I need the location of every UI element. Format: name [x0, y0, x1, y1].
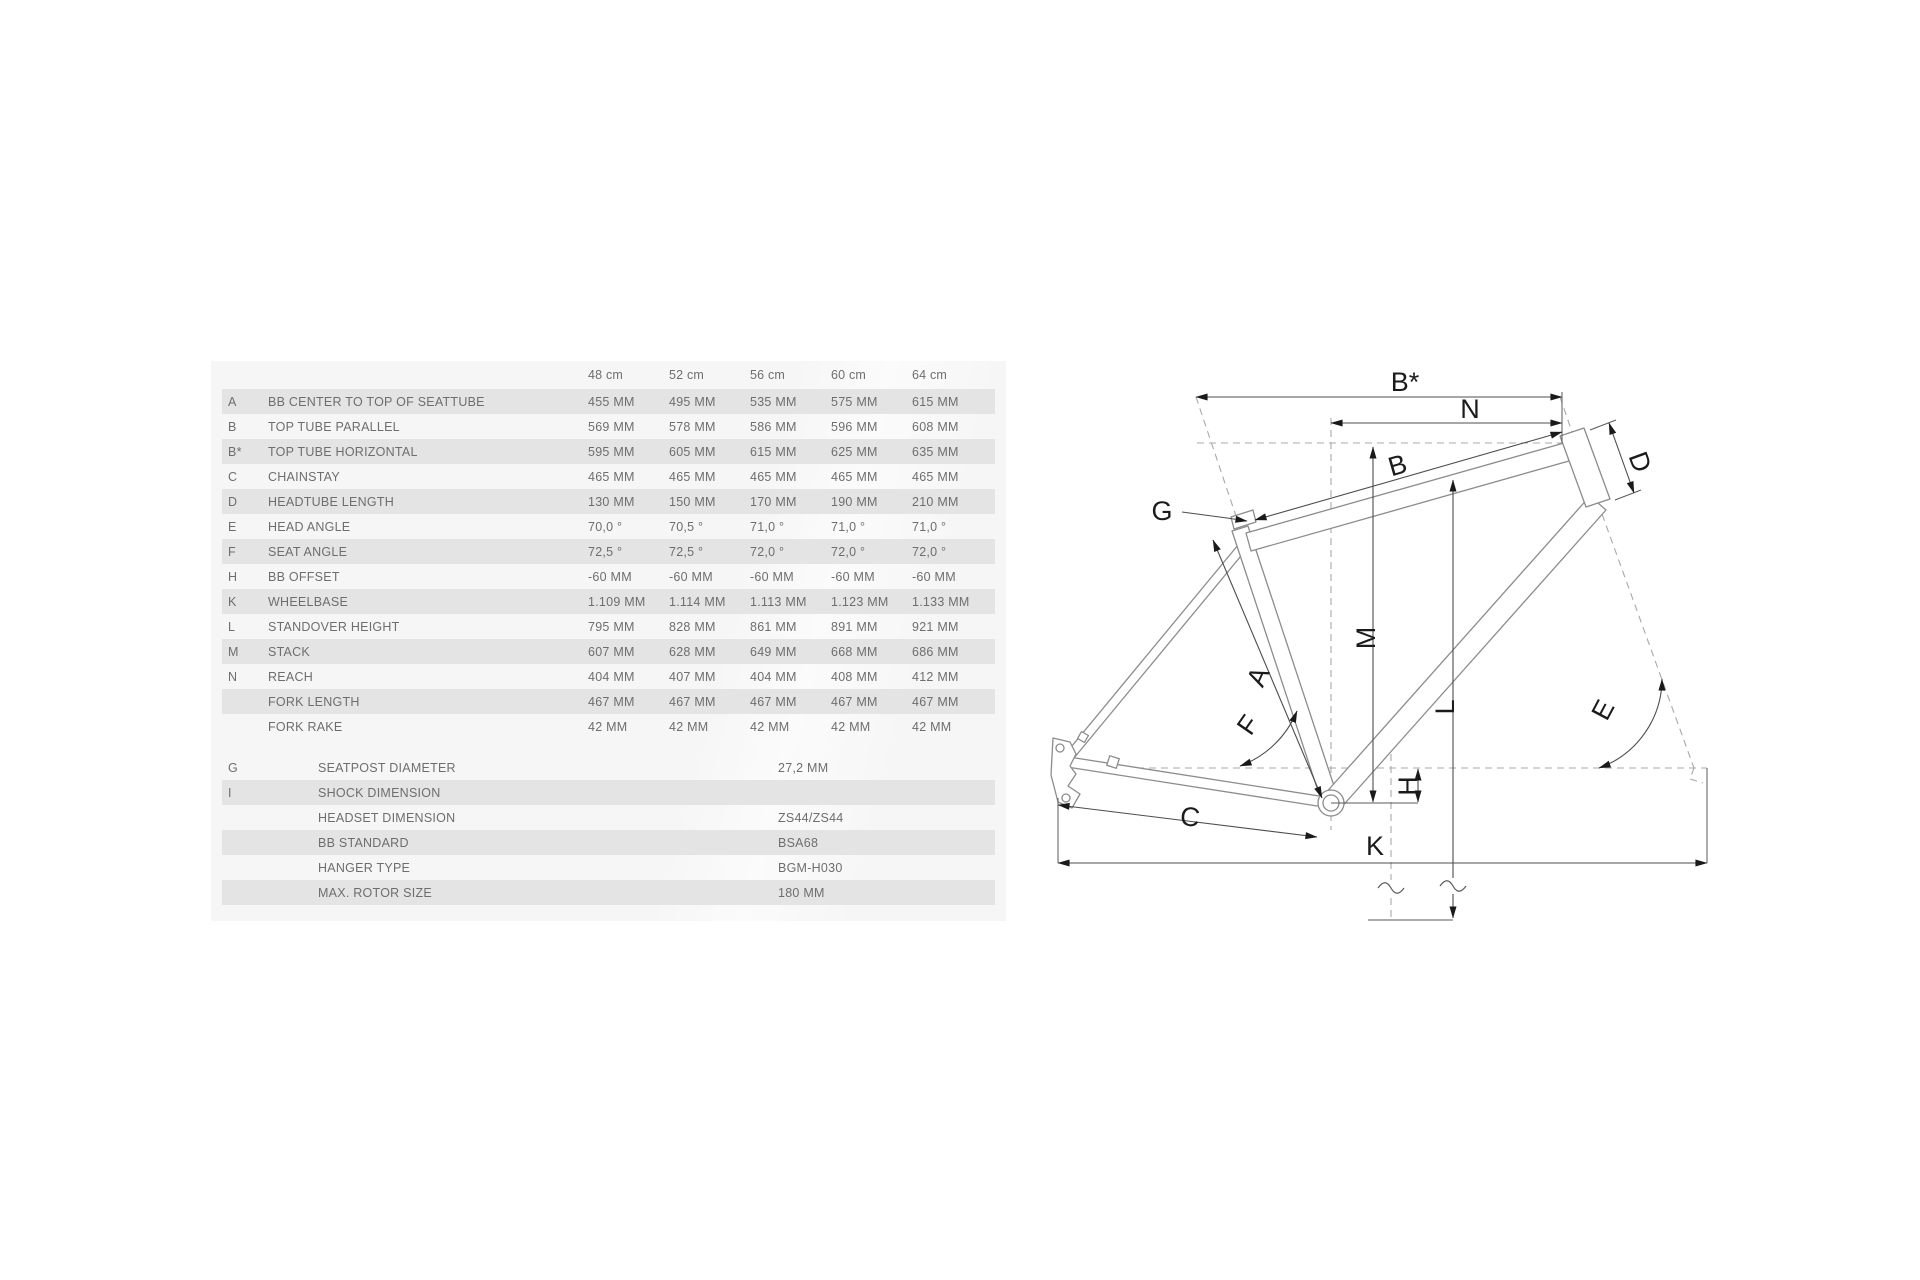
down-tube: [1323, 496, 1606, 810]
frame-drawing-svg: [1050, 370, 1750, 960]
value-56cm: 467 MM: [750, 694, 797, 709]
geometry-dimension-table: [211, 389, 1006, 739]
value-60cm: 465 MM: [831, 469, 878, 484]
dimension-letter: E: [228, 519, 237, 534]
value-60cm: 190 MM: [831, 494, 878, 509]
table-row: [222, 389, 995, 414]
value-48cm: 595 MM: [588, 444, 635, 459]
dim-seattube-length: [1213, 540, 1322, 798]
value-52cm: -60 MM: [669, 569, 713, 584]
value-60cm: 42 MM: [831, 719, 871, 734]
spec-label: SHOCK DIMENSION: [318, 785, 441, 800]
spec-label: HEADSET DIMENSION: [318, 810, 456, 825]
break-symbols: [1376, 878, 1468, 896]
table-row: [222, 830, 995, 855]
table-row: [222, 755, 995, 780]
value-60cm: 71,0 °: [831, 519, 866, 534]
value-48cm: 795 MM: [588, 619, 635, 634]
value-60cm: 408 MM: [831, 669, 878, 684]
value-52cm: 605 MM: [669, 444, 716, 459]
dimension-label: BB CENTER TO TOP OF SEATTUBE: [268, 394, 485, 409]
value-56cm: 586 MM: [750, 419, 797, 434]
value-48cm: 130 MM: [588, 494, 635, 509]
value-60cm: 72,0 °: [831, 544, 866, 559]
value-56cm: 71,0 °: [750, 519, 785, 534]
value-48cm: 42 MM: [588, 719, 628, 734]
value-48cm: 607 MM: [588, 644, 635, 659]
value-52cm: 72,5 °: [669, 544, 704, 559]
dimension-label: CHAINSTAY: [268, 469, 340, 484]
table-row: [222, 539, 995, 564]
value-64cm: 608 MM: [912, 419, 959, 434]
label-headtube-length: D: [1622, 447, 1658, 477]
spec-value: 27,2 MM: [778, 760, 829, 775]
dimension-letter: B*: [228, 444, 242, 459]
dimension-label: WHEELBASE: [268, 594, 349, 609]
label-seatpost-diameter: G: [1151, 496, 1173, 526]
label-wheelbase: K: [1365, 831, 1385, 861]
dimension-label: TOP TUBE PARALLEL: [268, 419, 400, 434]
head-axis-extension-bottom: [1598, 503, 1703, 783]
dimension-letter: F: [228, 544, 236, 559]
seat-stay: [1067, 539, 1250, 758]
dimension-label: FORK LENGTH: [268, 694, 360, 709]
value-52cm: 467 MM: [669, 694, 716, 709]
value-60cm: 467 MM: [831, 694, 878, 709]
value-64cm: 465 MM: [912, 469, 959, 484]
table-row: [222, 489, 995, 514]
value-48cm: 1.109 MM: [588, 594, 646, 609]
table-row: [222, 714, 995, 739]
table-row: [222, 414, 995, 439]
value-60cm: 891 MM: [831, 619, 878, 634]
size-column-header: 64 cm: [912, 368, 948, 382]
size-column-header: 56 cm: [750, 368, 786, 382]
value-56cm: -60 MM: [750, 569, 794, 584]
value-56cm: 861 MM: [750, 619, 797, 634]
geometry-table-panel: [211, 361, 1006, 921]
dimension-letter: L: [228, 619, 236, 634]
table-row: [222, 639, 995, 664]
dimension-letter: H: [228, 569, 238, 584]
dimension-letter: N: [228, 669, 238, 684]
value-48cm: 569 MM: [588, 419, 635, 434]
dimension-label: HEAD ANGLE: [268, 519, 351, 534]
spec-value: BSA68: [778, 835, 819, 850]
value-56cm: 615 MM: [750, 444, 797, 459]
value-48cm: -60 MM: [588, 569, 632, 584]
dimension-label: REACH: [268, 669, 314, 684]
value-52cm: 465 MM: [669, 469, 716, 484]
label-top-tube-horizontal: B*: [1390, 370, 1420, 397]
value-48cm: 404 MM: [588, 669, 635, 684]
value-56cm: 72,0 °: [750, 544, 785, 559]
value-60cm: -60 MM: [831, 569, 875, 584]
value-64cm: 1.133 MM: [912, 594, 970, 609]
dimension-letter: C: [228, 469, 238, 484]
table-row: [222, 664, 995, 689]
value-56cm: 170 MM: [750, 494, 797, 509]
value-48cm: 467 MM: [588, 694, 635, 709]
top-tube: [1246, 443, 1569, 551]
value-64cm: 467 MM: [912, 694, 959, 709]
table-row: [222, 514, 995, 539]
dimension-letter: A: [228, 394, 237, 409]
label-top-tube-parallel: B: [1384, 448, 1411, 483]
dimension-letter: D: [228, 494, 238, 509]
spec-value: 180 MM: [778, 885, 825, 900]
label-reach: N: [1460, 394, 1480, 424]
label-standover: L: [1430, 699, 1460, 715]
headtube-tick-bottom: [1615, 490, 1641, 500]
value-52cm: 70,5 °: [669, 519, 704, 534]
value-64cm: 635 MM: [912, 444, 959, 459]
spec-label: SEATPOST DIAMETER: [318, 760, 456, 775]
dimension-label: SEAT ANGLE: [268, 544, 348, 559]
value-48cm: 72,5 °: [588, 544, 623, 559]
table-row: [222, 855, 995, 880]
value-64cm: 615 MM: [912, 394, 959, 409]
dimension-label: HEADTUBE LENGTH: [268, 494, 394, 509]
table-row: [222, 564, 995, 589]
label-chainstay: C: [1178, 800, 1202, 834]
dimension-label: FORK RAKE: [268, 719, 343, 734]
spec-label: HANGER TYPE: [318, 860, 411, 875]
label-seat-angle: F: [1230, 709, 1266, 741]
value-64cm: 42 MM: [912, 719, 952, 734]
dimension-letter: B: [228, 419, 237, 434]
value-56cm: 42 MM: [750, 719, 790, 734]
label-seattube-length: A: [1240, 662, 1276, 691]
value-52cm: 150 MM: [669, 494, 716, 509]
value-48cm: 465 MM: [588, 469, 635, 484]
dimension-label: TOP TUBE HORIZONTAL: [268, 444, 418, 459]
value-56cm: 465 MM: [750, 469, 797, 484]
value-60cm: 668 MM: [831, 644, 878, 659]
value-56cm: 1.113 MM: [750, 594, 807, 609]
spec-label: MAX. ROTOR SIZE: [318, 885, 432, 900]
label-bb-offset: H: [1393, 776, 1423, 796]
value-56cm: 649 MM: [750, 644, 797, 659]
value-64cm: 72,0 °: [912, 544, 947, 559]
table-row: [222, 780, 995, 805]
value-52cm: 628 MM: [669, 644, 716, 659]
dimension-label: BB OFFSET: [268, 569, 340, 584]
value-64cm: 412 MM: [912, 669, 959, 684]
value-60cm: 596 MM: [831, 419, 878, 434]
size-column-header: 60 cm: [831, 368, 867, 382]
size-header-row: [211, 361, 1006, 389]
label-head-angle: E: [1585, 695, 1621, 725]
value-52cm: 828 MM: [669, 619, 716, 634]
table-row: [222, 589, 995, 614]
spec-label: BB STANDARD: [318, 835, 409, 850]
table-row: [222, 464, 995, 489]
value-56cm: 404 MM: [750, 669, 797, 684]
derailleur-hanger-hole: [1062, 794, 1070, 802]
value-64cm: 71,0 °: [912, 519, 947, 534]
dimension-label: STANDOVER HEIGHT: [268, 619, 400, 634]
value-52cm: 42 MM: [669, 719, 709, 734]
value-60cm: 1.123 MM: [831, 594, 889, 609]
value-52cm: 1.114 MM: [669, 594, 726, 609]
dimension-letter: K: [228, 594, 237, 609]
head-tube: [1560, 428, 1610, 507]
spec-value: ZS44/ZS44: [778, 810, 844, 825]
frame-geometry-diagram: [1050, 370, 1750, 960]
value-52cm: 495 MM: [669, 394, 716, 409]
spec-letter: G: [228, 760, 238, 775]
value-48cm: 455 MM: [588, 394, 635, 409]
dimension-letter: M: [228, 644, 239, 659]
size-column-header: 48 cm: [588, 368, 624, 382]
spec-letter: I: [228, 785, 232, 800]
seat-axis-extension: [1196, 397, 1240, 528]
table-row: [222, 880, 995, 905]
table-row: [222, 805, 995, 830]
value-64cm: -60 MM: [912, 569, 956, 584]
table-row: [222, 689, 995, 714]
table-row: [222, 439, 995, 464]
spec-value: BGM-H030: [778, 860, 843, 875]
table-row: [222, 614, 995, 639]
label-stack: M: [1351, 626, 1381, 650]
value-56cm: 535 MM: [750, 394, 797, 409]
value-60cm: 575 MM: [831, 394, 878, 409]
dimension-label: STACK: [268, 644, 310, 659]
value-64cm: 921 MM: [912, 619, 959, 634]
value-64cm: 210 MM: [912, 494, 959, 509]
component-spec-table: [211, 755, 1006, 905]
value-60cm: 625 MM: [831, 444, 878, 459]
value-48cm: 70,0 °: [588, 519, 623, 534]
value-52cm: 578 MM: [669, 419, 716, 434]
value-64cm: 686 MM: [912, 644, 959, 659]
value-52cm: 407 MM: [669, 669, 716, 684]
dropout-axle-hole: [1056, 744, 1064, 752]
headtube-tick-top: [1590, 420, 1616, 430]
chainstay-detail: [1107, 756, 1120, 769]
size-column-header: 52 cm: [669, 368, 705, 382]
